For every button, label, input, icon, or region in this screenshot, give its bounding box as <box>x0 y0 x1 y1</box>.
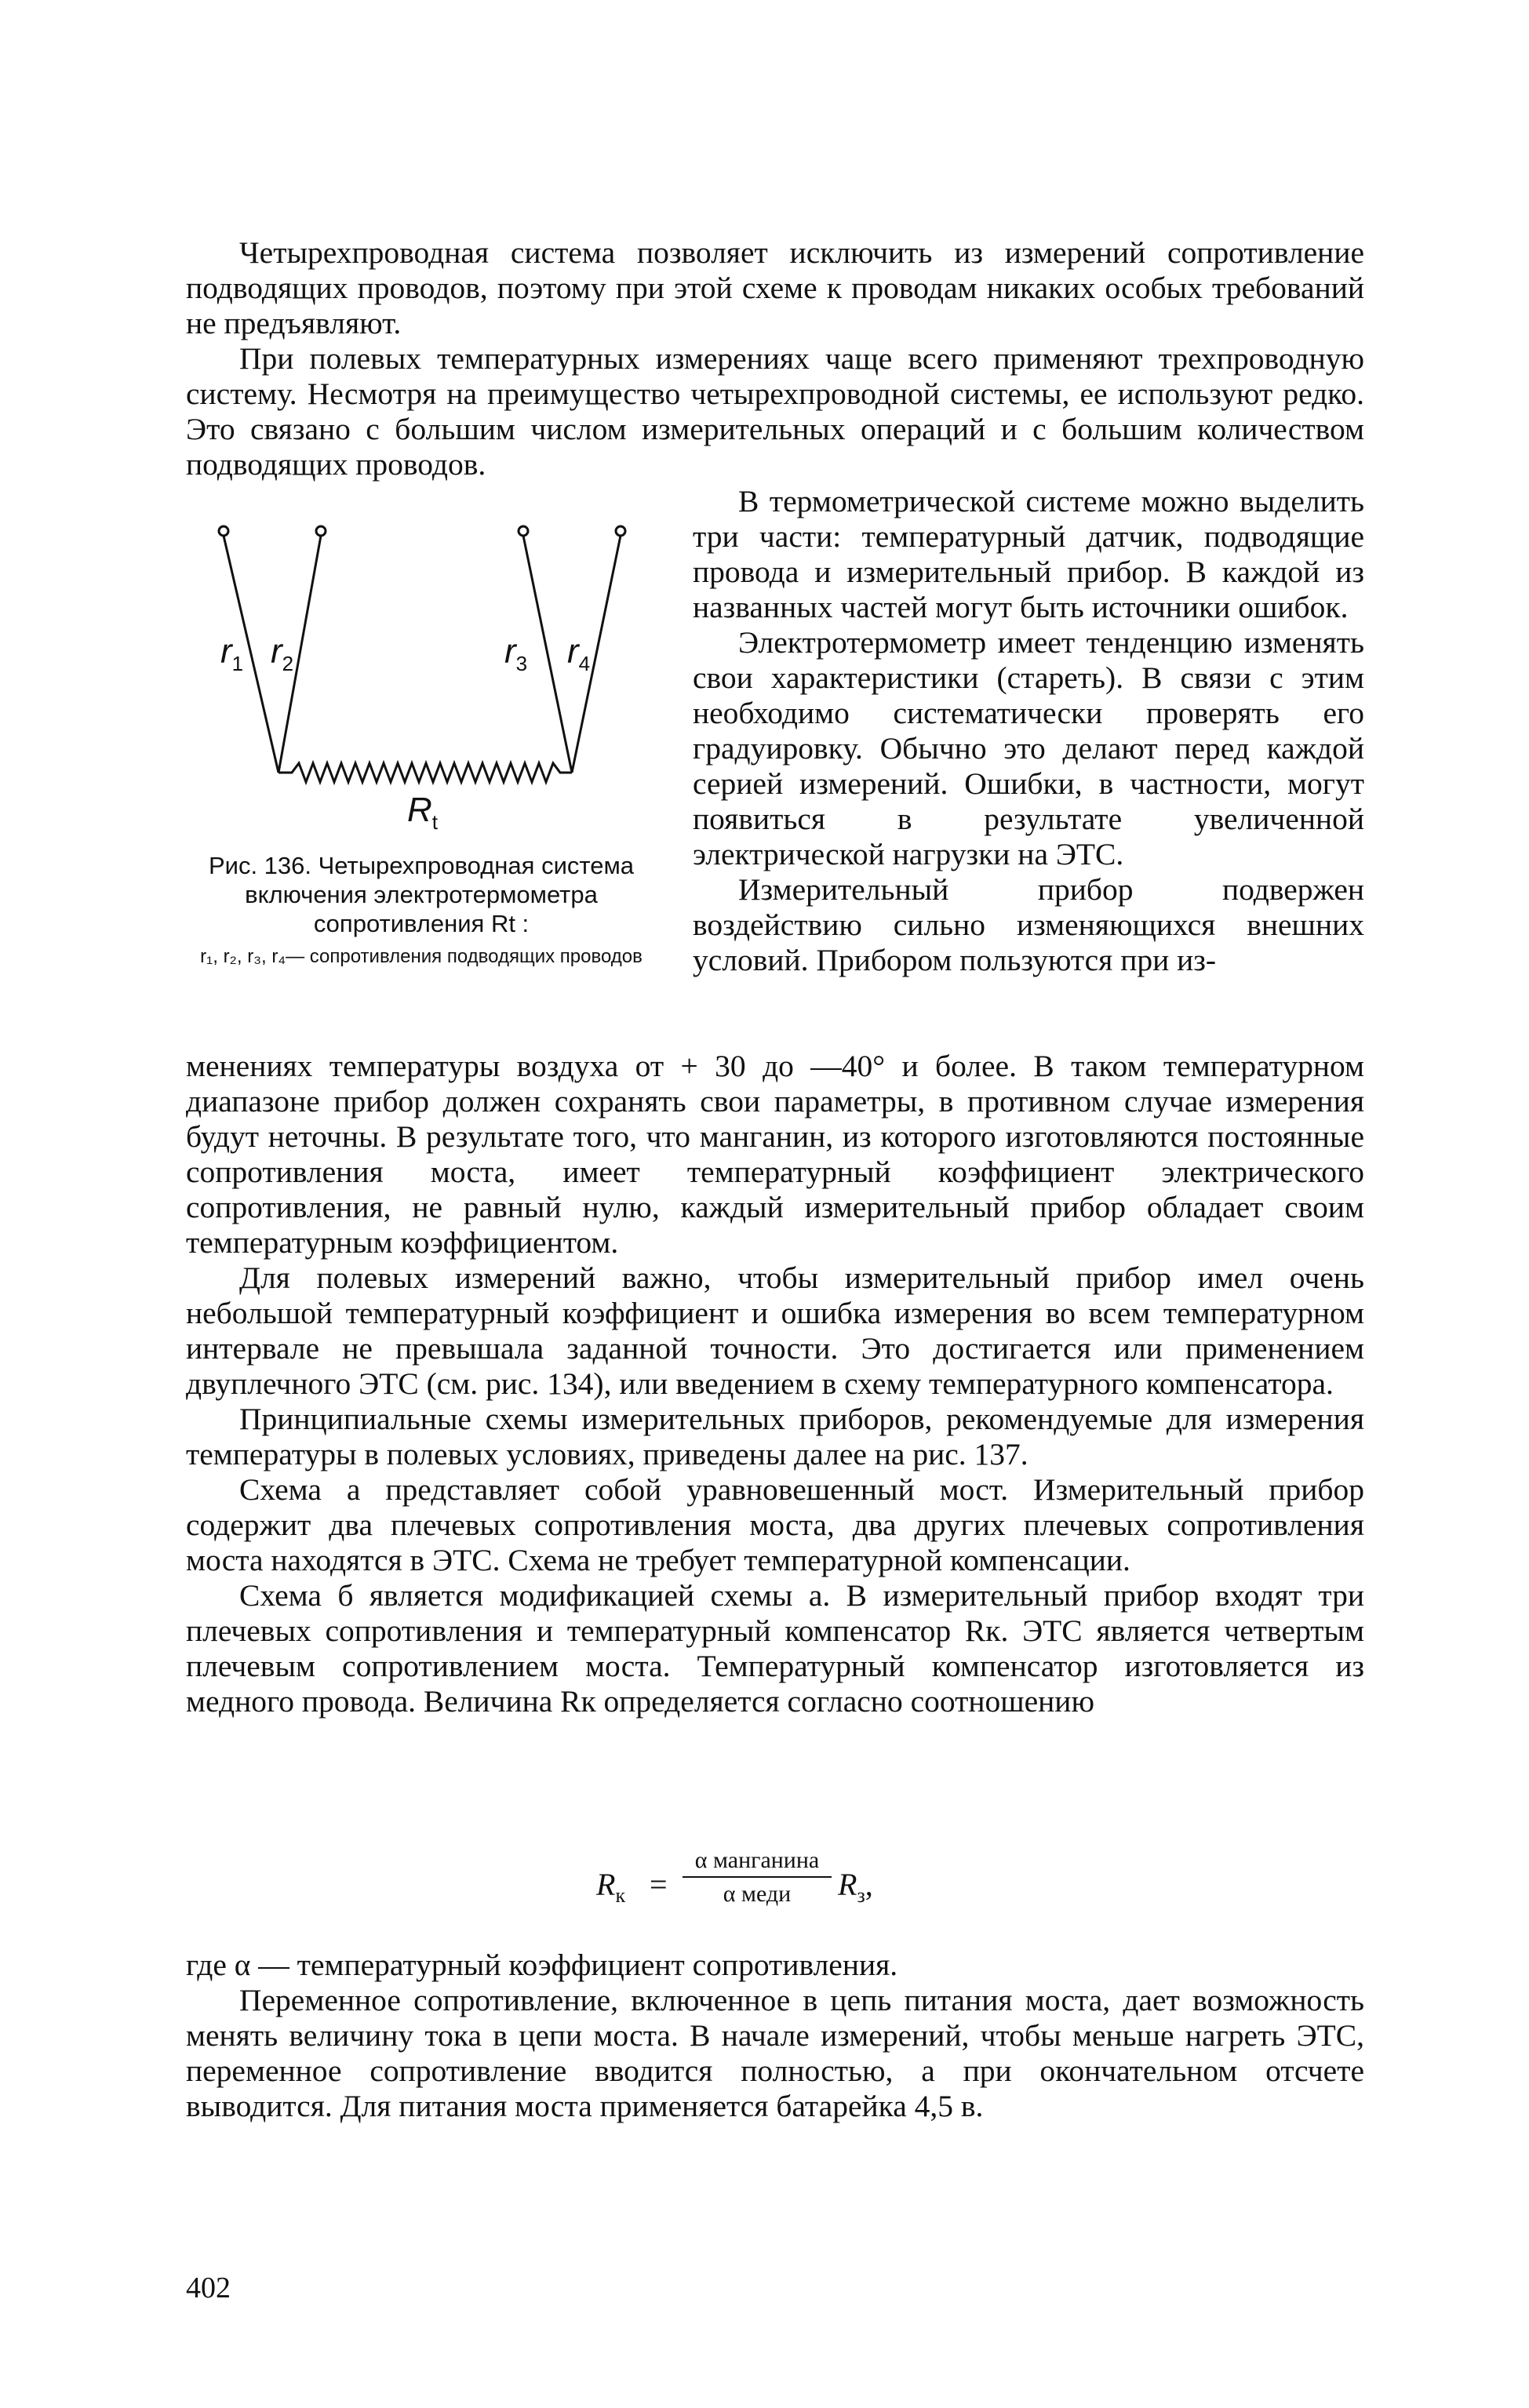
terminal <box>316 526 326 536</box>
paragraph: Переменное сопротивление, включенное в цепь питания моста, дает возможность менять величину тока в цепи моста. В начале измерений, чтобы меньше нагреть ЭТС, переменное сопротивление вводится полностью, а при окончательном отсчете выводится. Для питания моста применяется батарейка 4,5 в. <box>186 1983 1364 2123</box>
paragraph: В термометрической системе можно выделить три части: температурный датчик, подводящие провода и измерительный прибор. В каждой из названных частей могут быть источники ошибок. <box>693 484 1364 624</box>
side-text <box>693 484 1364 978</box>
paragraph: Для полевых измерений важно, чтобы измерительный прибор имел очень небольшой температурный коэффициент и ошибка измерения во всем температурном интервале не превышала заданной точности. Это достигается или применением двуплечного ЭТС (см. рис. 134), или введением в схему температурного компенсатора. <box>186 1260 1364 1401</box>
label-r4: $r_4$ <box>567 632 591 675</box>
paragraph: Измерительный прибор подвержен воздействию сильно изменяющихся внешних условий. Прибором пользуются при из- <box>693 872 1364 977</box>
paragraph-continuation: менениях температуры воздуха от + 30 до —40° и более. В таком температурном диапазоне прибор должен сохранять свои параметры, в противном случае измерения будут неточны. В результате того, что манганин, из которого изготовляются постоянные сопротивления моста, имеет температурный коэффициент электрического сопротивления, не равный нулю, каждый измерительный прибор обладает своим температурным коэффициентом. <box>186 1049 1364 1260</box>
paragraph: Принципиальные схемы измерительных приборов, рекомендуемые для измерения температуры в полевых условиях, приведены далее на рис. 137. <box>186 1402 1364 1471</box>
terminal <box>219 526 228 536</box>
label-r2: $r_2$ <box>271 632 294 675</box>
four-wire-diagram <box>186 514 657 843</box>
paragraph: Электротермометр имеет тенденцию изменять свои характеристики (стареть). В связи с этим необходимо систематически проверять его градуировку. Обычно это делают перед каждой серией измерений. Ошибки, в частности, могут появиться в результате увеличенной электрической нагрузки на ЭТС. <box>693 625 1364 871</box>
wire-r3 <box>523 536 572 773</box>
page-number: 402 <box>186 2272 231 2304</box>
label-rt: $R_t$ <box>407 791 439 834</box>
paragraph: При полевых температурных измерениях чаще всего применяют трехпроводную систему. Несмотря на преимущество четырехпроводной системы, ее используют редко. Это связано с большим числом измерительных операций и с большим количеством подводящих проводов. <box>186 341 1364 482</box>
caption-sub: r₁, r₂, r₃, r₄— сопротивления подводящих проводов <box>200 946 643 967</box>
paragraph: Схема а представляет собой уравновешенный мост. Измерительный прибор содержит два плечевых сопротивления моста, два других плечевых сопротивления моста находятся в ЭТС. Схема не требует температурной компенсации. <box>186 1472 1364 1577</box>
resistor-rt <box>278 763 572 782</box>
top-text <box>186 235 1364 482</box>
caption-main: Рис. 136. Четырехпроводная система включения электротермометра сопротивления Rt : <box>208 852 635 937</box>
terminal <box>519 526 528 536</box>
label-r3: $r_3$ <box>504 632 528 675</box>
terminal <box>616 526 625 536</box>
formula-rhs: $R_з$, <box>838 1867 873 1907</box>
formula-equals: = <box>650 1867 668 1902</box>
figure-caption <box>186 851 657 969</box>
paragraph: Схема б является модификацией схемы а. В измерительный прибор входят три плечевых сопротивления и температурный компенсатор Rк. ЭТС является четвертым плечевым сопротивлением моста. Температурный компенсатор изготовляется из медного провода. Величина Rк определяется согласно соотношению <box>186 1578 1364 1719</box>
formula-fraction <box>683 1847 832 1908</box>
formula-rk <box>596 1847 988 1918</box>
label-r1: $r_1$ <box>220 632 244 675</box>
paragraph: Четырехпроводная система позволяет исключить из измерений сопротивление подводящих проводов, поэтому при этой схеме к проводам никаких особых требований не предъявляют. <box>186 235 1364 340</box>
formula-numerator: α манганина <box>683 1847 832 1878</box>
paragraph: где α — температурный коэффициент сопротивления. <box>186 1948 898 1982</box>
closing-text <box>186 1948 1364 2124</box>
formula-denominator: α меди <box>723 1881 792 1907</box>
main-text <box>186 1049 1364 1719</box>
formula-lhs: $R_к$ <box>596 1867 626 1907</box>
